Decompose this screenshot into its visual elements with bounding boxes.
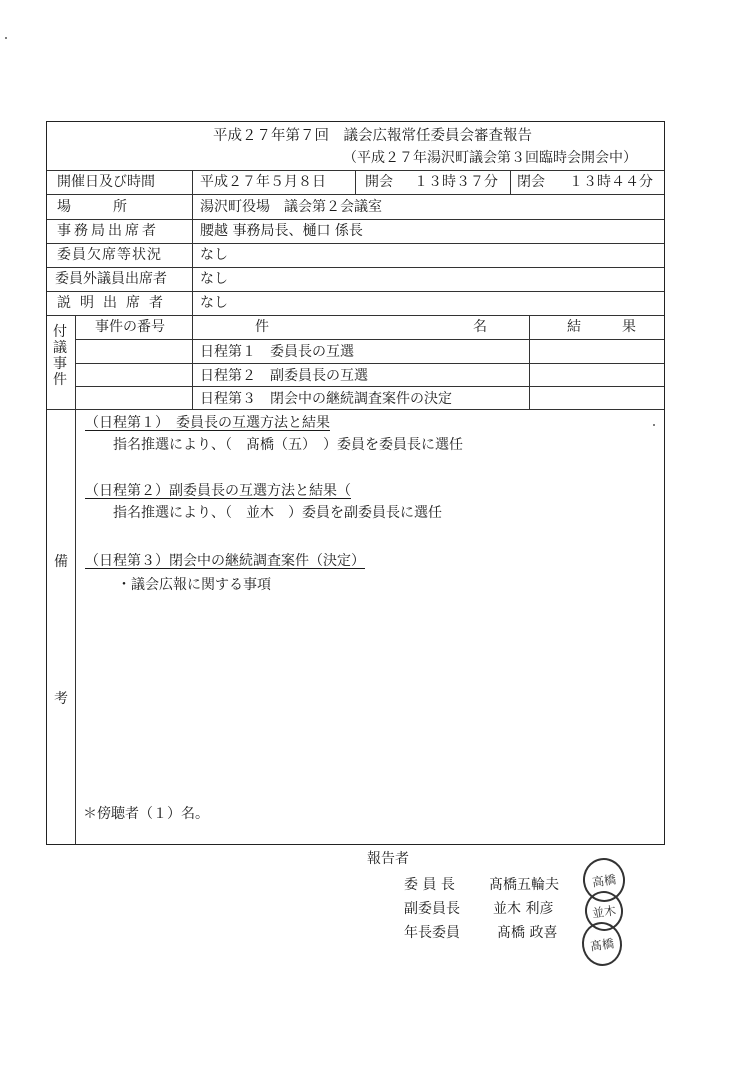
close-time: １３時４４分 [569,174,653,190]
label-explain: 説明出席者 [57,295,172,311]
remarks-heading-1: （日程第１） 委員長の互選方法と結果 [85,415,330,431]
open-time: １３時３７分 [414,174,498,190]
explain-value: なし [200,295,228,311]
remarks-text-3: ・議会広報に関する事項 [117,577,271,593]
absent-value: なし [200,247,228,263]
grid-line [47,267,664,268]
grid-line [47,291,664,292]
label-datetime [57,175,185,189]
label-secretariat: 事務局出席者 [57,223,159,239]
grid-line [47,409,664,410]
secretariat-value: 腰越 事務局長、樋口 係長 [200,223,363,239]
agenda-item: 日程第３ 閉会中の継続調査案件の決定 [200,391,452,407]
grid-line [510,170,511,195]
report-form [46,121,665,845]
report-subtitle: （平成２７年湯沢町議会第３回臨時会開会中） [343,150,637,166]
col-name-header-a: 件 [255,319,269,335]
label-text: 開催日及び時間 [57,174,155,190]
seal-stamp: 並木 [582,889,625,934]
scan-speck [653,424,655,426]
col-result-header-b: 果 [622,319,636,335]
grid-line [529,315,530,409]
label-absent: 委員欠席等状況 [57,247,162,263]
col-number-header: 事件の番号 [95,319,165,335]
col-result-header-a: 結 [567,319,581,335]
reporter-role: 年長委員 [404,925,460,941]
open-label: 開会 [365,174,393,190]
col-name-header-b: 名 [473,319,487,335]
remarks-heading-2: （日程第２）副委員長の互選方法と結果（ [85,483,351,499]
grid-line [47,315,664,316]
scan-speck [5,37,7,39]
reporter-label: 報告者 [367,851,409,867]
audience-count: ＊傍聴者（１）名。 [83,806,209,822]
remarks-label-b: 考 [54,691,68,707]
reporter-name: 髙橋五輪夫 [489,877,559,893]
grid-line [355,170,356,195]
remarks-label-a: 備 [54,554,68,570]
reporter-role: 副委員長 [404,901,460,917]
reporter-role: 委 員 長 [404,877,455,893]
seal-stamp: 髙橋 [579,919,625,968]
grid-line [75,363,664,364]
grid-line [192,315,193,409]
grid-line [75,339,664,340]
remarks-text-2: 指名推選により、（ 並木 ）委員を副委員長に選任 [113,505,442,521]
agenda-item: 日程第１ 委員長の互選 [200,344,354,360]
seal-stamp: 高橋 [580,855,628,904]
place-value: 湯沢町役場 議会第２会議室 [200,199,382,215]
report-title: 平成２７年第７回 議会広報常任委員会審査報告 [213,128,532,144]
grid-line [47,219,664,220]
label-place: 場 所 [57,199,127,215]
agenda-item: 日程第２ 副委員長の互選 [200,368,368,384]
remarks-text-1: 指名推選により、（ 髙橋（五） ）委員を委員長に選任 [113,437,463,453]
nonmember-value: なし [200,271,228,287]
agenda-section-label: 付議事件 [53,324,67,388]
remarks-heading-3: （日程第３）閉会中の継続調査案件（決定） [85,553,365,569]
grid-line [192,170,193,315]
label-nonmember: 委員外議員出席者 [55,271,167,287]
reporter-name: 並木 利彦 [493,901,554,917]
grid-line [75,386,664,387]
meeting-date: 平成２７年５月８日 [200,174,326,190]
grid-line [47,243,664,244]
close-label: 閉会 [517,174,545,190]
grid-line [75,315,76,844]
reporter-name: 髙橋 政喜 [497,925,558,941]
